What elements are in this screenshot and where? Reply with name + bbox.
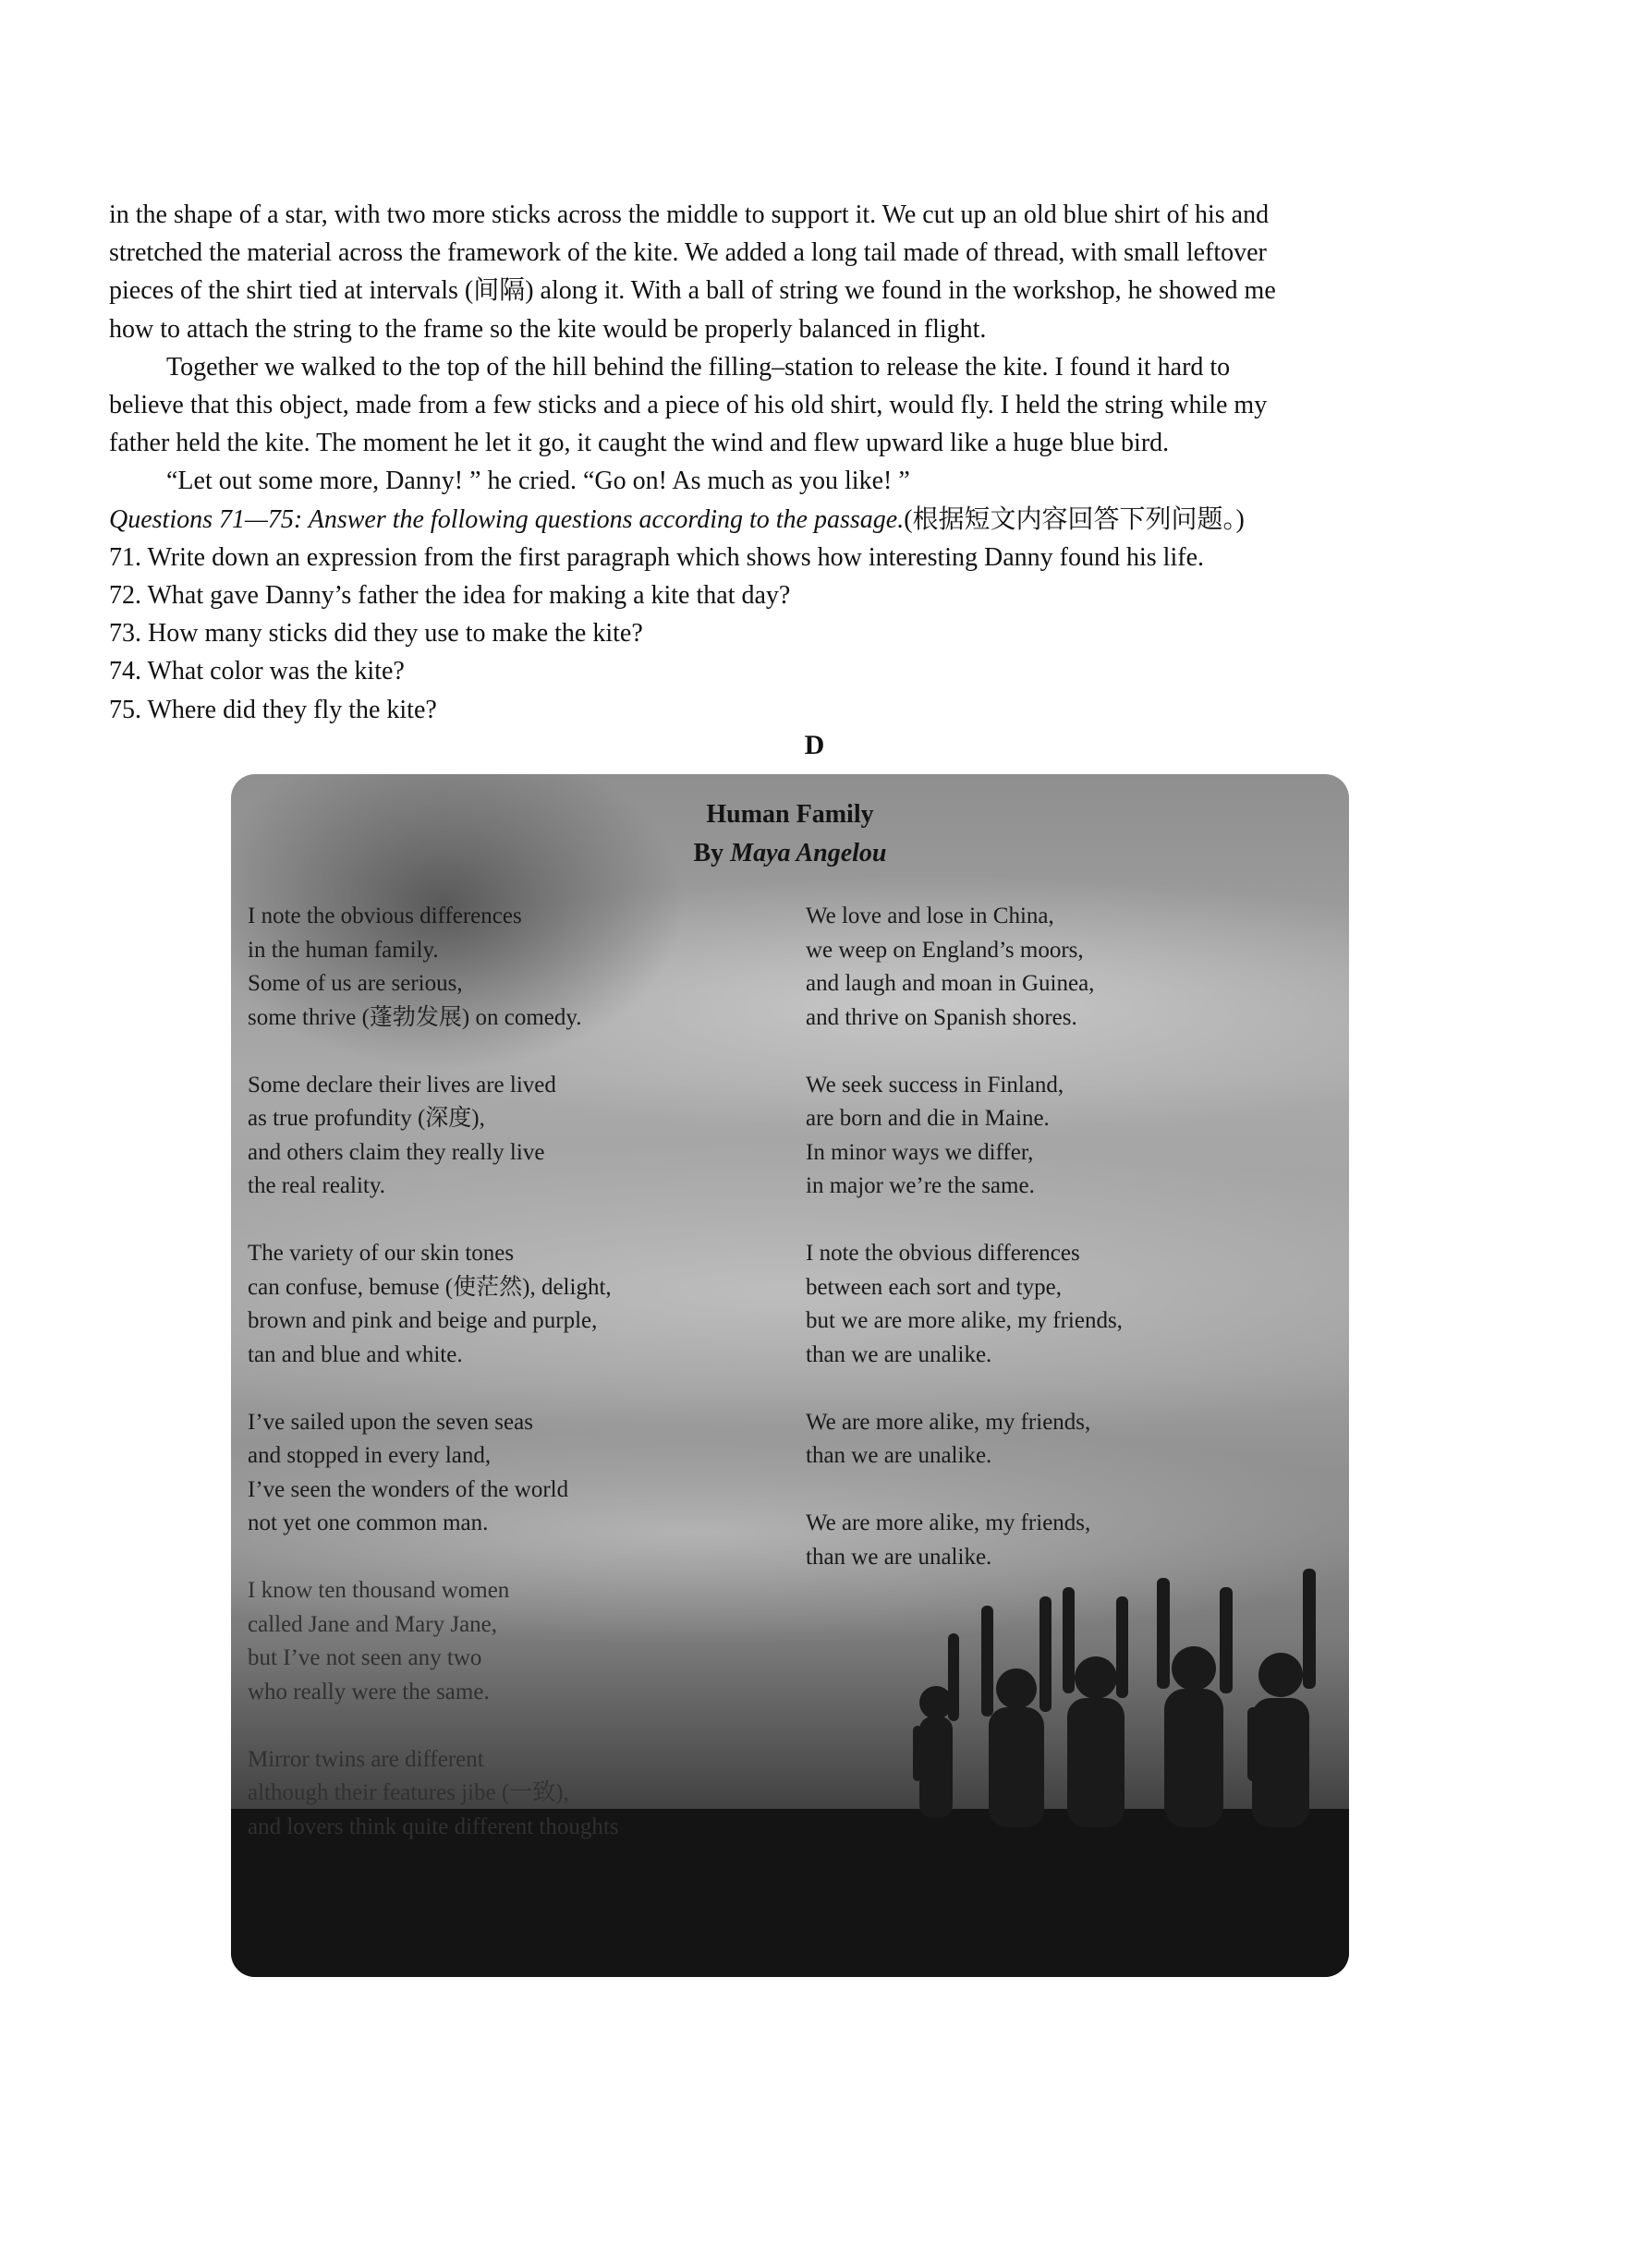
poem-line: I note the obvious differences bbox=[806, 1241, 1080, 1266]
passage-line: how to attach the string to the frame so the kite would be properly balanced in flight. bbox=[109, 314, 987, 344]
poem-line: We seek success in Finland, bbox=[806, 1072, 1064, 1098]
poem-stanza bbox=[806, 1069, 1342, 1204]
reading-passage bbox=[109, 196, 1449, 729]
poem-line: I know ten thousand women bbox=[248, 1578, 510, 1603]
poem-line: the real reality. bbox=[248, 1173, 385, 1198]
passage-line: believe that this object, made from a few sticks and a piece of his old shirt, would fly. I held the string while my bbox=[109, 391, 1268, 420]
poem-line: and thrive on Spanish shores. bbox=[806, 1004, 1077, 1030]
section-letter: D bbox=[804, 730, 825, 760]
passage-paragraph-1 bbox=[109, 196, 1449, 348]
poem-stanza bbox=[248, 1743, 765, 1845]
poem-stanza bbox=[248, 1237, 765, 1372]
poem-line: in the human family. bbox=[248, 937, 439, 963]
question-item: 75. Where did they fly the kite? bbox=[109, 695, 437, 724]
poem-line: some thrive (蓬勃发展) on comedy. bbox=[248, 1004, 582, 1030]
poem-line: and lovers think quite different thoughts bbox=[248, 1813, 619, 1839]
poem-line: I’ve sailed upon the seven seas bbox=[248, 1409, 533, 1435]
poem-stanza bbox=[248, 900, 765, 1035]
poem-line: than we are unalike. bbox=[806, 1443, 992, 1468]
poem-line: We love and lose in China, bbox=[806, 904, 1054, 928]
poem-line: We are more alike, my friends, bbox=[806, 1409, 1091, 1435]
question-list bbox=[109, 539, 1449, 729]
poem-title: Human Family bbox=[706, 800, 874, 829]
instruction-text: Questions 71—75: Answer the following questions according to the passage. bbox=[109, 504, 905, 534]
passage-line: father held the kite. The moment he let it go, it caught the wind and flew upward like a huge blue bird. bbox=[109, 429, 1170, 458]
poem-line: not yet one common man. bbox=[248, 1510, 489, 1535]
passage-line: stretched the material across the framework of the kite. We added a long tail made of thread, with small leftover bbox=[109, 238, 1267, 268]
poem-stanza bbox=[806, 1507, 1342, 1574]
poem-line: but I’ve not seen any two bbox=[248, 1645, 482, 1670]
poem-stanza bbox=[248, 1069, 765, 1204]
poem-line: called Jane and Mary Jane, bbox=[248, 1611, 498, 1637]
poem-author: Maya Angelou bbox=[730, 839, 887, 867]
poem-line: than we are unalike. bbox=[806, 1341, 992, 1367]
passage-line: in the shape of a star, with two more sticks across the middle to support it. We cut up an old blue shirt of his and bbox=[109, 200, 1270, 229]
poem-line: and others claim they really live bbox=[248, 1139, 545, 1165]
poem-stanza bbox=[248, 1406, 765, 1541]
poem-stanza bbox=[248, 1574, 765, 1709]
poem-line: although their features jibe (一致), bbox=[248, 1780, 569, 1805]
passage-paragraph-2 bbox=[109, 348, 1449, 463]
poem-line: In minor ways we differ, bbox=[806, 1139, 1034, 1165]
poem-stanza bbox=[806, 900, 1342, 1035]
poem-stanza bbox=[806, 1406, 1342, 1474]
questions-instruction bbox=[109, 501, 1449, 539]
poem-line: are born and die in Maine. bbox=[806, 1106, 1050, 1131]
poem-line: can confuse, bemuse (使茫然), delight, bbox=[248, 1274, 612, 1300]
poem-line: and laugh and moan in Guinea, bbox=[806, 971, 1095, 996]
poem-line: We are more alike, my friends, bbox=[806, 1510, 1091, 1535]
poem-line: we weep on England’s moors, bbox=[806, 937, 1084, 963]
poem-line: but we are more alike, my friends, bbox=[806, 1308, 1123, 1333]
question-item: 71. Write down an expression from the first paragraph which shows how interesting Danny found his life. bbox=[109, 542, 1204, 572]
poem-line: who really were the same. bbox=[248, 1679, 490, 1704]
poem-line: Some declare their lives are lived bbox=[248, 1072, 556, 1098]
poem-byline bbox=[231, 839, 1349, 868]
poem-by-label: By bbox=[693, 839, 724, 867]
poem-line: brown and pink and beige and purple, bbox=[248, 1308, 598, 1333]
poem-line: The variety of our skin tones bbox=[248, 1241, 515, 1266]
poem-image bbox=[231, 774, 1349, 1977]
poem-line: than we are unalike. bbox=[806, 1544, 992, 1570]
question-item: 72. What gave Danny’s father the idea for making a kite that day? bbox=[109, 581, 791, 611]
question-item: 74. What color was the kite? bbox=[109, 657, 405, 686]
passage-dialog: “Let out some more, Danny! ” he cried. “Go on! As much as you like! ” bbox=[166, 467, 910, 496]
poem-right-column bbox=[806, 900, 1342, 1608]
poem-line: Mirror twins are different bbox=[248, 1746, 484, 1772]
poem-line: as true profundity (深度), bbox=[248, 1106, 485, 1131]
passage-line: Together we walked to the top of the hill behind the filling–station to release the kite. I found it hard to bbox=[166, 352, 1231, 382]
poem-line: between each sort and type, bbox=[806, 1274, 1062, 1300]
poem-line: Some of us are serious, bbox=[248, 971, 463, 996]
question-item: 73. How many sticks did they use to make the kite? bbox=[109, 619, 643, 649]
poem-line: in major we’re the same. bbox=[806, 1173, 1035, 1198]
poem-stanza bbox=[806, 1237, 1342, 1372]
poem-line: tan and blue and white. bbox=[248, 1341, 463, 1367]
poem-left-column bbox=[248, 900, 765, 1878]
poem-line: I note the obvious differences bbox=[248, 904, 522, 928]
passage-line: pieces of the shirt tied at intervals (间隔) along it. With a ball of string we found in the workshop, he showed me bbox=[109, 276, 1276, 306]
poem-line: I’ve seen the wonders of the world bbox=[248, 1476, 569, 1502]
instruction-text-cn: (根据短文内容回答下列问题。) bbox=[904, 504, 1245, 534]
poem-line: and stopped in every land, bbox=[248, 1443, 492, 1468]
